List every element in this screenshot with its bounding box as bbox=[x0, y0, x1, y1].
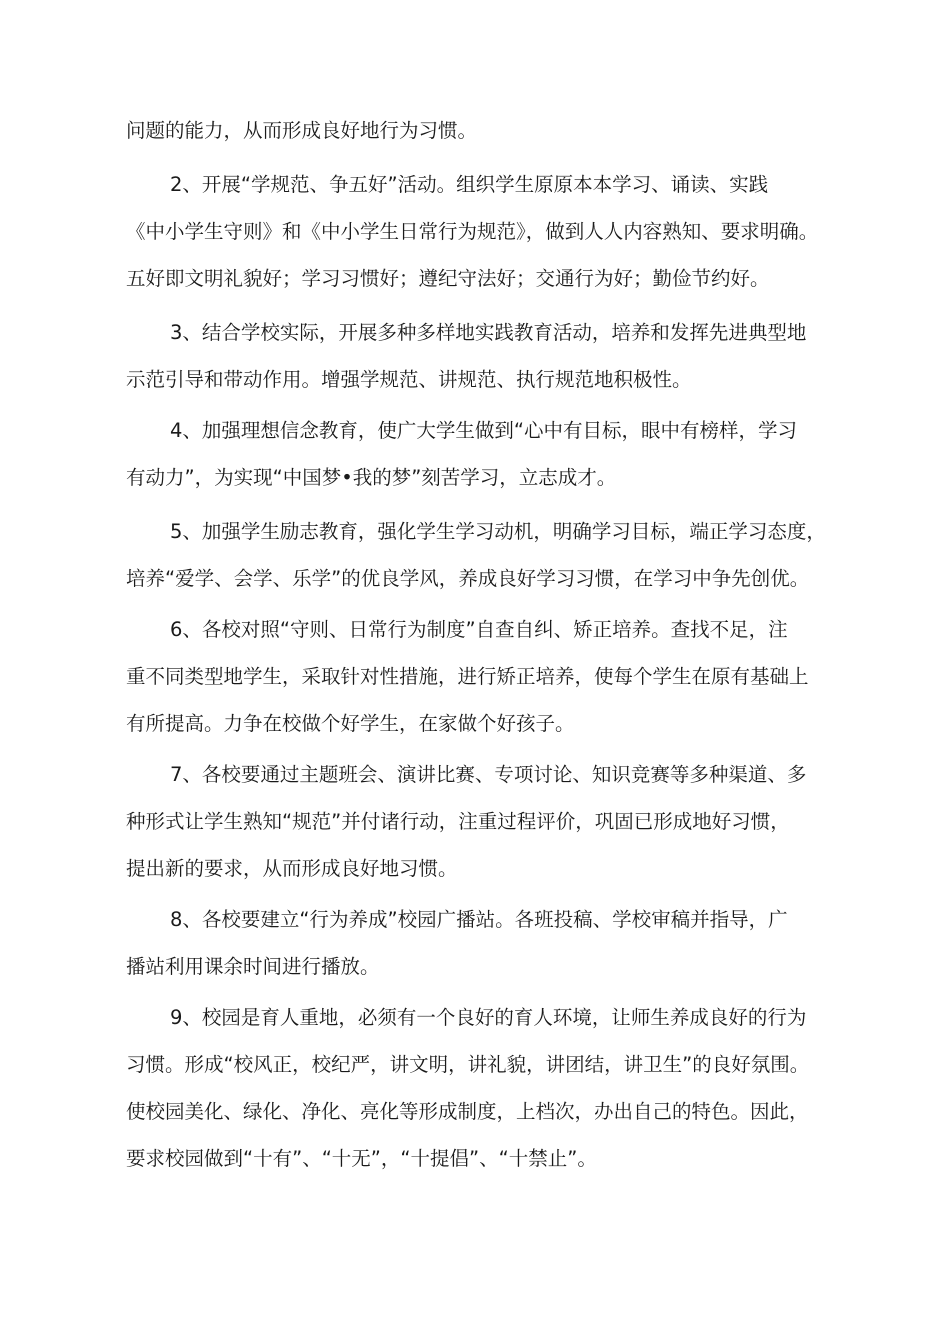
item-9-line-4: 要求校园做到“十有”、“十无”，“十提倡”、“十禁止”。 bbox=[126, 1147, 597, 1170]
text-line-1: 问题的能力，从而形成良好地行为习惯。 bbox=[126, 119, 478, 142]
item-6-line-1: 6、各校对照“守则、日常行为制度”自查自纠、矫正培养。查找不足，注 bbox=[170, 618, 788, 641]
item-8-line-1: 8、各校要建立“行为养成”校园广播站。各班投稿、学校审稿并指导，广 bbox=[170, 908, 788, 931]
item-8-line-2: 播站利用课余时间进行播放。 bbox=[126, 955, 380, 978]
item-3-line-1: 3、结合学校实际，开展多种多样地实践教育活动，培养和发挥先进典型地 bbox=[170, 321, 807, 344]
item-7-line-2: 种形式让学生熟知“规范”并付诸行动，注重过程评价，巩固已形成地好习惯， bbox=[126, 810, 790, 833]
item-2-line-3: 五好即文明礼貌好；学习习惯好；遵纪守法好；交通行为好；勤俭节约好。 bbox=[126, 267, 770, 290]
item-7-line-3: 提出新的要求，从而形成良好地习惯。 bbox=[126, 857, 458, 880]
item-4-line-1: 4、加强理想信念教育，使广大学生做到“心中有目标，眼中有榜样，学习 bbox=[170, 419, 798, 442]
item-5-line-1: 5、加强学生励志教育，强化学生学习动机，明确学习目标，端正学习态度， bbox=[170, 520, 826, 543]
item-6-line-2: 重不同类型地学生，采取针对性措施，进行矫正培养，使每个学生在原有基础上 bbox=[126, 665, 809, 688]
item-2-line-1: 2、开展“学规范、争五好”活动。组织学生原原本本学习、诵读、实践 bbox=[170, 173, 769, 196]
item-5-line-2: 培养“爱学、会学、乐学”的优良学风，养成良好学习习惯，在学习中争先创优。 bbox=[126, 567, 810, 590]
item-2-line-2: 《中小学生守则》和《中小学生日常行为规范》，做到人人内容熟知、要求明确。 bbox=[126, 220, 819, 243]
item-7-line-1: 7、各校要通过主题班会、演讲比赛、专项讨论、知识竞赛等多种渠道、多 bbox=[170, 763, 807, 786]
item-3-line-2: 示范引导和带动作用。增强学规范、讲规范、执行规范地积极性。 bbox=[126, 368, 692, 391]
item-9-line-1: 9、校园是育人重地，必须有一个良好的育人环境，让师生养成良好的行为 bbox=[170, 1006, 807, 1029]
item-4-line-2: 有动力”，为实现“中国梦•我的梦”刻苦学习，立志成才。 bbox=[126, 466, 617, 489]
item-9-line-3: 使校园美化、绿化、净化、亮化等形成制度，上档次，办出自己的特色。因此， bbox=[126, 1100, 809, 1123]
item-9-line-2: 习惯。形成“校风正，校纪严，讲文明，讲礼貌，讲团结，讲卫生”的良好氛围。 bbox=[126, 1053, 810, 1076]
item-6-line-3: 有所提高。力争在校做个好学生，在家做个好孩子。 bbox=[126, 712, 575, 735]
